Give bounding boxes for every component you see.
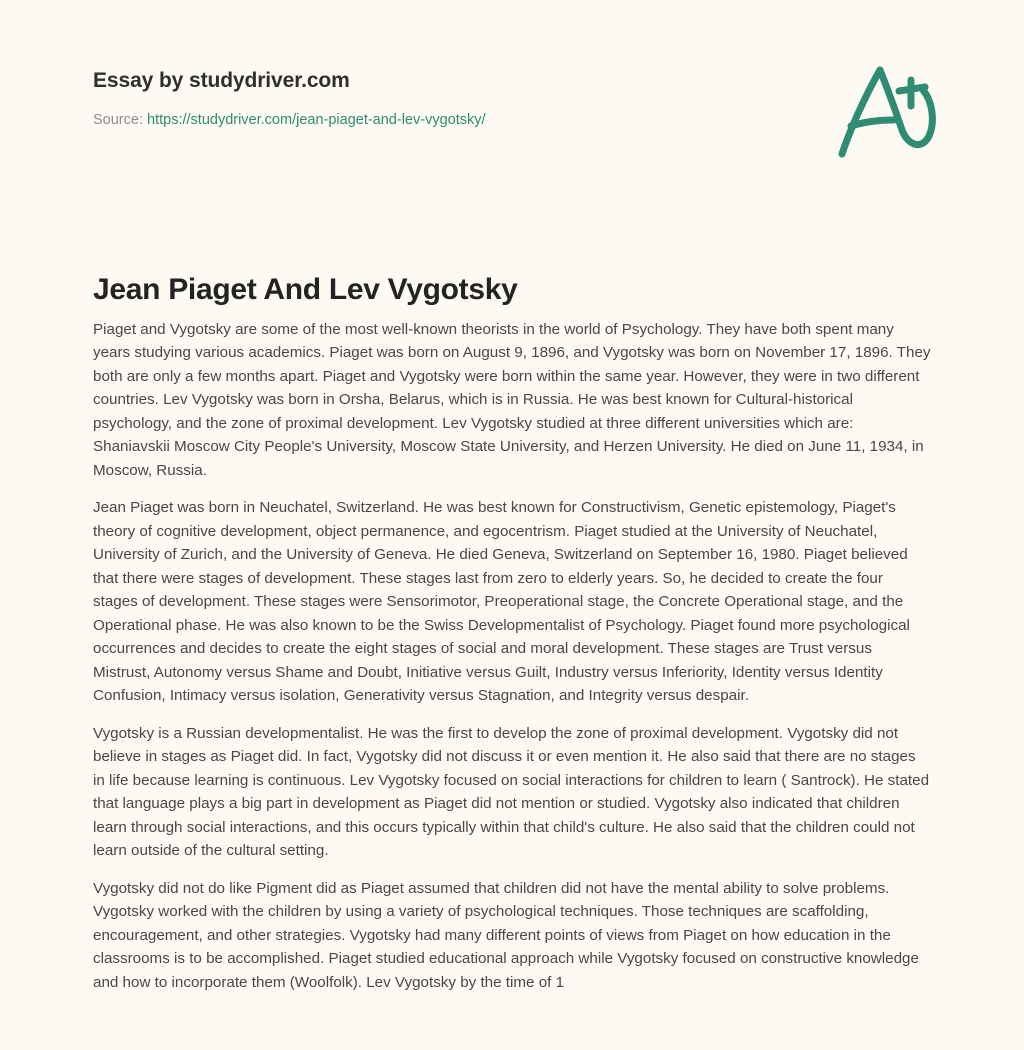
source-url-link[interactable]: https://studydriver.com/jean-piaget-and-lev-vygotsky/ bbox=[147, 112, 486, 129]
source-line bbox=[93, 111, 931, 130]
document-body bbox=[93, 318, 931, 994]
page-title: Jean Piaget And Lev Vygotsky bbox=[93, 273, 518, 307]
paragraph: Vygotsky did not do like Pigment did as Piaget assumed that children did not have the mental ability to solve problems. Vygotsky worked with the children by using a variety of psychological techniques. Those techniques are scaffolding, encouragement, and other strategies. Vygotsky had many different points of views from Piaget on how education in the classrooms is to be accomplished. Piaget studied educational approach while Vygotsky focused on constructive knowledge and how to incorporate them (Woolfolk). Lev Vygotsky by the time of 1 bbox=[93, 879, 919, 991]
source-label: Source: bbox=[93, 112, 143, 129]
paragraph: Piaget and Vygotsky are some of the most well-known theorists in the world of Psychology. They have both spent many years studying various academics. Piaget was born on August 9, 1896, and Vygotsky was born on November 17, 1896. They both are only a few months apart. Piaget and Vygotsky were born within the same year. However, they were in two different countries. Lev Vygotsky was born in Orsha, Belarus, which is in Russia. He was best known for Cultural-historical psychology, and the zone of proximal development. Lev Vygotsky studied at three different universities which are: Shaniavskii Moscow City People's University, Moscow State University, and Herzen University. He died on June 11, 1934, in Moscow, Russia. bbox=[93, 321, 931, 479]
document-header bbox=[93, 68, 931, 130]
brand-title: Essay by studydriver.com bbox=[93, 69, 350, 92]
studydriver-a-plus-logo-icon bbox=[830, 58, 942, 162]
paragraph: Vygotsky is a Russian developmentalist. He was the first to develop the zone of proximal development. Vygotsky did not believe in stages as Piaget did. In fact, Vygotsky did not discuss it or even mention it. He also said that there are no stages in life because learning is continuous. Lev Vygotsky focused on social interactions for children to learn ( Santrock). He stated that language plays a big part in development as Piaget did not mention or studied. Vygotsky also indicated that children learn through social interactions, and this occurs typically within that child's culture. He also said that the children could not learn outside of the cultural setting. bbox=[93, 724, 930, 860]
paragraph: Jean Piaget was born in Neuchatel, Switzerland. He was best known for Constructivism, Genetic epistemology, Piaget's theory of cognitive development, object permanence, and egocentrism. Piaget studied at the University of Neuchatel, University of Zurich, and the University of Geneva. He died Geneva, Switzerland on September 16, 1980. Piaget believed that there were stages of development. These stages last from zero to elderly years. So, he decided to create the four stages of development. These stages were Sensorimotor, Preoperational stage, the Concrete Operational stage, and the Operational phase. He was also known to be the Swiss Developmentalist of Psychology. Piaget found more psychological occurrences and decides to create the eight stages of social and moral development. These stages are Trust versus Mistrust, Autonomy versus Shame and Doubt, Initiative versus Guilt, Industry versus Inferiority, Identity versus Identity Confusion, Intimacy versus isolation, Generativity versus Stagnation, and Integrity versus despair. bbox=[93, 499, 910, 705]
